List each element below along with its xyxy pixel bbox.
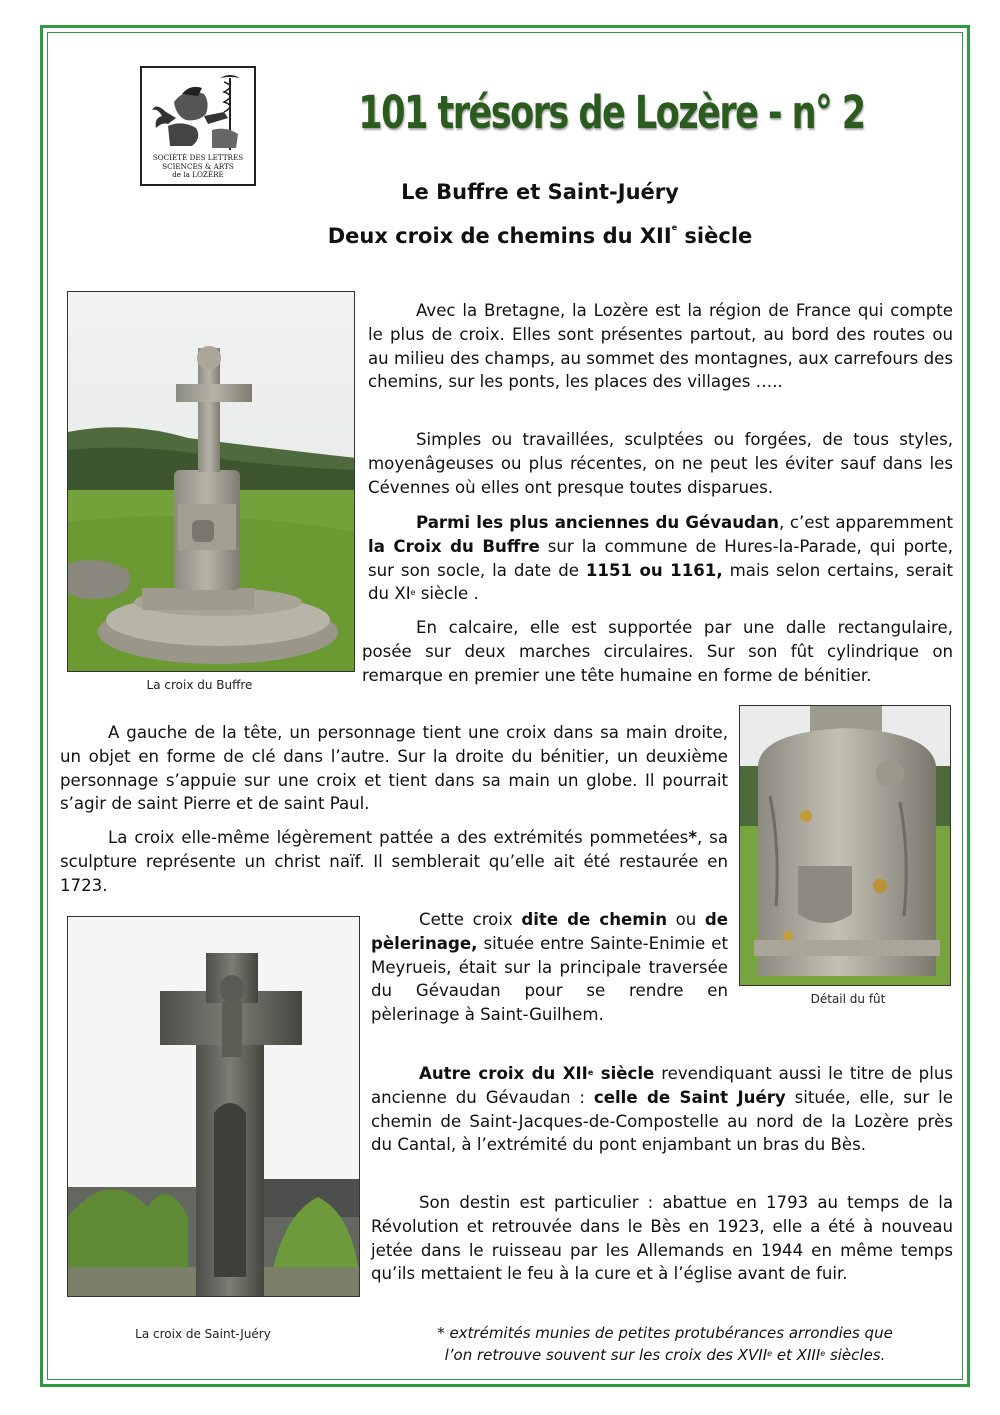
subtitle-places: Le Buffre et Saint-Juéry xyxy=(401,180,679,204)
paragraph-croix-pattee: La croix elle-même légèrement pattée a des extrémités pommetées*, sa sculpture représente un christ naïf. Il semblerait qu’elle ait été restaurée en 1723. xyxy=(60,828,728,895)
paragraph-personnages: A gauche de la tête, un personnage tient une croix dans sa main droite, un objet en forme de clé dans l’autre. Sur la droite du bénitier, un deuxième personnage s’appuie sur une croix et tient dans sa main un globe. Il pourrait s’agir de saint Pierre et de saint Paul. xyxy=(60,723,728,814)
footnote xyxy=(360,1322,970,1366)
paragraph-intro: Avec la Bretagne, la Lozère est la région de France qui compte le plus de croix. Elles sont présentes partout, au bord des routes ou au milieu des champs, au sommet des montagnes, aux carrefours des chemins, sur les ponts, les places des villages ….. xyxy=(368,301,953,392)
photo-croix-du-buffre xyxy=(67,291,355,672)
logo-text-line: SCIENCES & ARTS xyxy=(162,161,234,171)
society-logo xyxy=(140,66,256,186)
paragraph-croix-du-buffre: Parmi les plus anciennes du Gévaudan, c’est apparemment la Croix du Buffre sur la commune de Hures-la-Parade, qui porte, sur son socle, la date de 1151 ou 1161, mais selon certains, serait du XIe siècle . xyxy=(368,513,953,604)
caption-croix-de-saint-juery: La croix de Saint-Juéry xyxy=(135,1327,271,1341)
caption-detail-du-fut: Détail du fût xyxy=(810,992,886,1006)
paragraph-destin: Son destin est particulier : abattue en 1793 au temps de la Révolution et retrouvée dans le Bès en 1923, elle a été à nouveau jetée dans le ruisseau par les Allemands en 1944 en même temps qu’ils mettaient le feu à la cure et à l’église avant de fuir. xyxy=(371,1193,953,1284)
subtitle-topic: Deux croix de chemins du XIIe siècle xyxy=(327,223,753,248)
page-title: 101 trésors de Lozère - n° 2 xyxy=(358,86,865,139)
photo-detail-du-fut xyxy=(739,705,951,986)
caption-croix-du-buffre: La croix du Buffre xyxy=(146,678,253,692)
paragraph-calcaire: En calcaire, elle est supportée par une dalle rectangulaire, posée sur deux marches circulaires. Sur son fût cylindrique on remarque en premier une tête humaine en forme de bénitier. xyxy=(362,618,953,685)
paragraph-styles: Simples ou travaillées, sculptées ou forgées, de tous styles, moyenâgeuses ou plus récentes, on ne peut les éviter sauf dans les Cévennes où elles ont presque toutes disparues. xyxy=(368,430,953,497)
footnote-line: * extrémités munies de petites protubérances arrondies que xyxy=(437,1324,893,1342)
photo-croix-de-saint-juery xyxy=(67,916,360,1297)
logo-text-line: SOCIÉTÉ DES LETTRES xyxy=(152,153,244,162)
paragraph-pelerinage: Cette croix dite de chemin ou de pèlerinage, située entre Sainte-Enimie et Meyrueis, était sur la principale traversée du Gévaudan pour se rendre en pèlerinage à Saint-Guilhem. xyxy=(371,910,729,1025)
hermes-logo-icon xyxy=(146,72,254,152)
logo-text-line: de la LOZÈRE xyxy=(172,170,224,179)
footnote-line: l’on retrouve souvent sur les croix des XVIIe et XIIIe siècles. xyxy=(444,1346,886,1364)
paragraph-saint-juery: Autre croix du XIIe siècle revendiquant aussi le titre de plus ancienne du Gévaudan : celle de Saint Juéry située, elle, sur le chemin de Saint-Jacques-de-Compostelle au nord de la Lozère près du Cantal, à l’extrémité du pont enjambant un bras du Bès. xyxy=(371,1064,953,1155)
